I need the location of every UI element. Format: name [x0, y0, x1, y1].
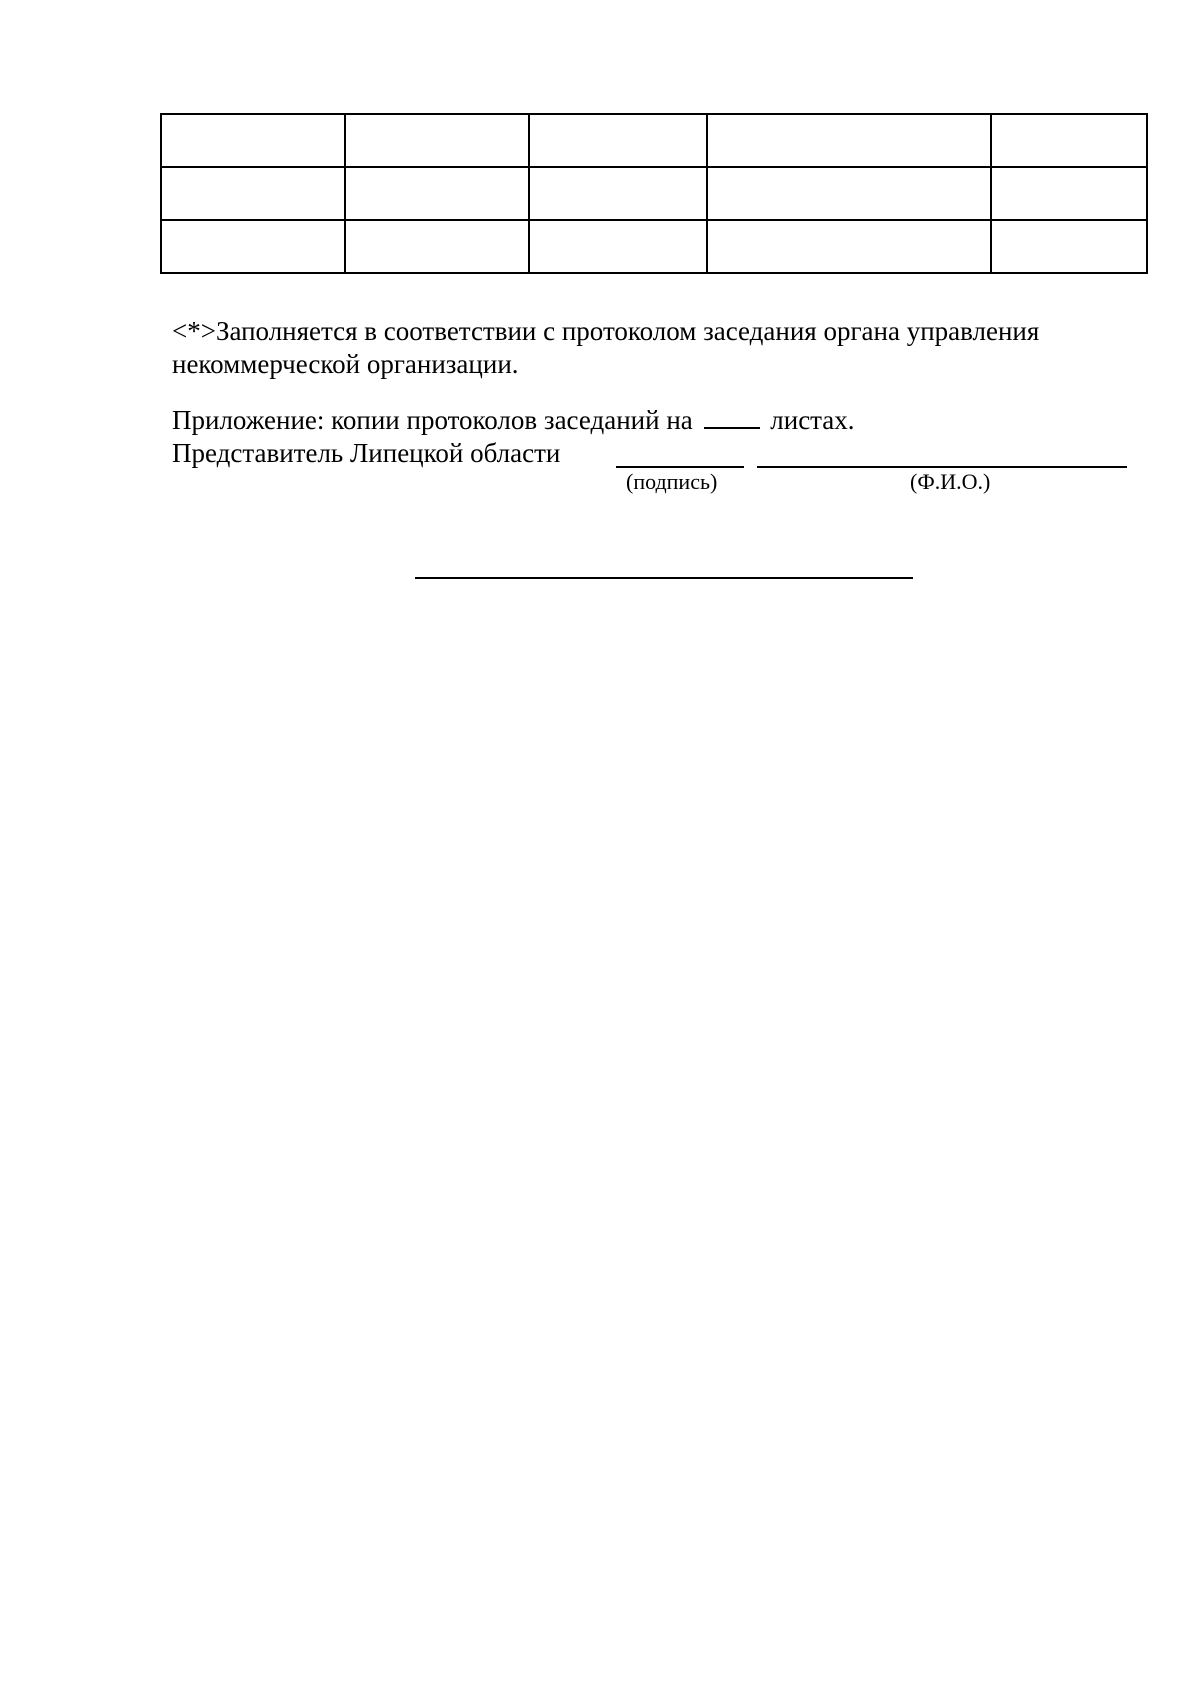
table-row — [161, 167, 1147, 220]
representative-label: Представитель Липецкой области — [172, 438, 561, 468]
table-row — [161, 220, 1147, 273]
signature-caption: (подпись) — [626, 469, 718, 494]
sheet-count-field[interactable] — [704, 405, 760, 429]
attachment-line — [172, 404, 855, 437]
end-divider — [415, 577, 913, 579]
attachment-suffix: листах. — [770, 405, 855, 435]
blank-form-table — [160, 113, 1148, 274]
name-line[interactable] — [757, 466, 1127, 468]
table-cell — [707, 167, 991, 220]
signature-line[interactable] — [616, 466, 744, 468]
table-cell — [991, 167, 1147, 220]
table-row — [161, 114, 1147, 167]
table-cell — [707, 114, 991, 167]
name-caption: (Ф.И.О.) — [910, 469, 991, 494]
table-cell — [345, 114, 529, 167]
table-cell — [345, 167, 529, 220]
table-cell — [529, 220, 707, 273]
table-cell — [161, 220, 345, 273]
table-cell — [707, 220, 991, 273]
table-cell — [529, 114, 707, 167]
table-cell — [161, 114, 345, 167]
table-cell — [345, 220, 529, 273]
table-cell — [161, 167, 345, 220]
table-cell — [991, 220, 1147, 273]
footnote-text: <*>Заполняется в соответствии с протоколом заседания органа управления некоммерческой организации. — [172, 316, 1040, 379]
attachment-prefix: Приложение: копии протоколов заседаний на — [172, 405, 693, 435]
table-cell — [991, 114, 1147, 167]
table-cell — [529, 167, 707, 220]
